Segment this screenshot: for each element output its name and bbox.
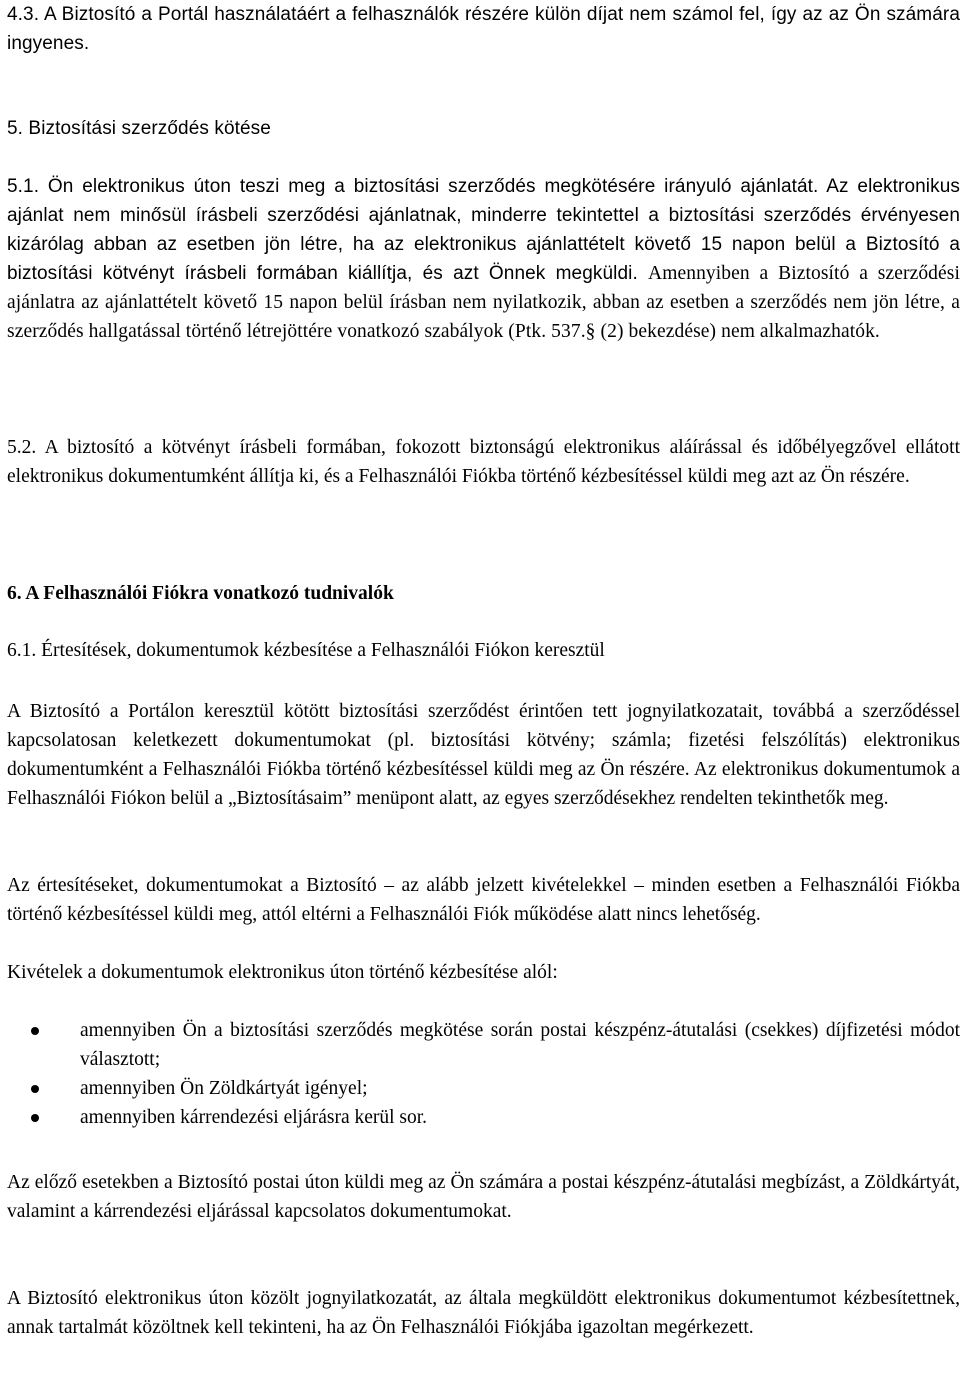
paragraph-postal-text: Az előző esetekben a Biztosító postai úton küldi meg az Ön számára a postai készpénz-átutalási megbízást, a Zöldkártyát, valamint a kárrendezési eljárással kapcsolatos dokumentumokat. — [7, 1172, 960, 1222]
list-item — [7, 1016, 960, 1074]
list-item — [7, 1074, 960, 1103]
section-6-1-heading — [7, 636, 960, 665]
list-item-text: amennyiben Ön a biztosítási szerződés megkötése során postai készpénz-átutalási (csekkes) díjfizetési módot választott; — [80, 1020, 960, 1070]
list-item-text: amennyiben Ön Zöldkártyát igényel; — [80, 1078, 368, 1099]
paragraph-5-1-first-sentence: 5.1. Ön elektronikus úton teszi meg a biztosítási szerződés megkötésére irányuló ajánlatát. — [7, 176, 819, 197]
bullet-icon — [31, 1114, 39, 1122]
section-5-heading — [7, 114, 960, 143]
paragraph-5-2: 5.2. A biztosító a kötvényt írásbeli formában, fokozott biztonságú elektronikus aláírással és időbélyegzővel ellátott elektronikus dokumentumként állítja ki, és a Felhasználói Fiókba történő kézbesítéssel küldi meg azt az Ön részére. — [7, 437, 960, 487]
paragraph-notifications-text: Az értesítéseket, dokumentumokat a Biztosító – az alább jelzett kivételekkel – minden esetben a Felhasználói Fiókba történő kézbesítéssel küldi meg, attól eltérni a Felhasználói Fiók működése alatt nincs lehetőség. — [7, 875, 960, 925]
paragraph-delivery-part-1: A Biztosító a Portálon keresztül kötött biztosítási szerződést érintően tett jognyilatkozatait, továbbá a szerződéssel kapcsolatosan keletkezett dokumentumokat (pl. biztosítási kötvény; számla; fizetési felszólítás) elektronikus dokumentumként a Felhasználói Fiókba történő kézbesítéssel küldi meg az Ön részére. — [7, 701, 960, 780]
paragraph-notifications — [7, 871, 960, 929]
section-4-3 — [7, 0, 960, 58]
paragraph-legal-delivery-text: A Biztosító elektronikus úton közölt jognyilatkozatát, az általa megküldött elektronikus dokumentumot kézbesítettnek, annak tartalmát közöltnek kell tekinteni, ha az Ön Felhasználói Fiókjába igazoltan megérkezett. — [7, 1288, 960, 1338]
paragraph-delivery-part-2: Az elektronikus dokumentumok a Felhasználói Fiókon belül a „Biztosításaim” menüpont alatt, az egyes szerződésekhez rendelten tekinthetők meg. — [7, 759, 960, 809]
paragraph-delivery — [7, 697, 960, 813]
bullet-icon — [31, 1085, 39, 1093]
paragraph-5-1-third-sentence: Amennyiben a Biztosító a szerződési ajánlatra az ajánlattételt követő 15 napon belül írásban nem nyilatkozik, abban az esetben a szerződés nem jön létre, a szerződés hallgatással történő létrejöttére vonatkozó szabályok (Ptk. 537.§ (2) bekezdése) nem alkalmazhatók. — [7, 263, 960, 342]
paragraph-postal — [7, 1168, 960, 1226]
heading-5: 5. Biztosítási szerződés kötése — [7, 118, 271, 139]
section-5-2 — [7, 433, 960, 491]
heading-6: 6. A Felhasználói Fiókra vonatkozó tudnivalók — [7, 583, 394, 604]
list-item — [7, 1103, 960, 1132]
paragraph-exceptions-intro-text: Kivételek a dokumentumok elektronikus úton történő kézbesítése alól: — [7, 962, 558, 983]
paragraph-delivery-text — [7, 697, 960, 813]
paragraph-4-3: 4.3. A Biztosító a Portál használatáért a felhasználók részére külön díjat nem számol fel, így az az Ön számára ingyenes. — [7, 4, 960, 54]
paragraph-legal-delivery — [7, 1284, 960, 1342]
paragraph-exceptions-intro — [7, 958, 960, 987]
section-5-1 — [7, 172, 960, 346]
heading-6-1: 6.1. Értesítések, dokumentumok kézbesítése a Felhasználói Fiókon keresztül — [7, 640, 605, 661]
section-6-heading — [7, 579, 960, 608]
bullet-icon — [31, 1027, 39, 1035]
list-item-text: amennyiben kárrendezési eljárásra kerül sor. — [80, 1107, 428, 1128]
paragraph-5-1-second-sentence: Az elektronikus ajánlat nem minősül írásbeli szerződési ajánlatnak, minderre tekintettel a biztosítási szerződés érvényesen kizárólag abban az esetben jön létre, ha az elektronikus ajánlattételt követő 15 napon belül a Biztosító a biztosítási kötvényt írásbeli formában kiállítja, és azt Önnek megküldi. — [7, 176, 960, 284]
exceptions-list — [7, 1016, 960, 1132]
paragraph-5-1 — [7, 172, 960, 346]
